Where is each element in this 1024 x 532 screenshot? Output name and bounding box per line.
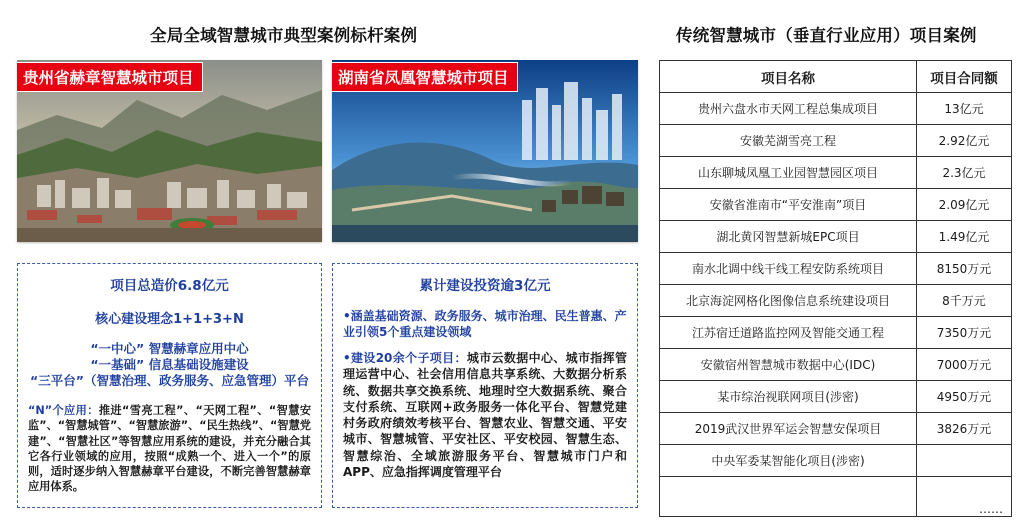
table-row xyxy=(660,157,1012,189)
contract-amount-cell: 8150万元 xyxy=(917,253,1012,285)
contract-amount-cell: 3826万元 xyxy=(917,413,1012,445)
project-name-cell: 湖北黄冈智慧新城EPC项目 xyxy=(660,221,917,253)
table-row xyxy=(660,285,1012,317)
project-name-cell: 中央军委某智能化项目(涉密) xyxy=(660,445,917,477)
guizhou-info-box xyxy=(17,263,322,508)
project-name-cell: 南水北调中线干线工程安防系统项目 xyxy=(660,253,917,285)
hunan-project-label: 湖南省凤凰智慧城市项目 xyxy=(332,62,518,92)
project-table xyxy=(659,60,1012,517)
guizhou-city-photo xyxy=(17,60,322,242)
project-name-cell: 安徽省淮南市“平安淮南”项目 xyxy=(660,189,917,221)
table-row xyxy=(660,221,1012,253)
table-header-row xyxy=(660,61,1012,93)
table-row xyxy=(660,253,1012,285)
table-row xyxy=(660,477,1012,517)
guizhou-total-cost: 项目总造价6.8亿元 xyxy=(110,278,229,294)
contract-amount-cell: 7000万元 xyxy=(917,349,1012,381)
project-name-cell: 安徽宿州智慧城市数据中心(IDC) xyxy=(660,349,917,381)
table-row xyxy=(660,317,1012,349)
header-contract-amount: 项目合同额 xyxy=(917,61,1012,93)
left-section-title: 全局全域智慧城市典型案例标杆案例 xyxy=(150,26,418,45)
hunan-city-photo xyxy=(332,60,638,242)
contract-amount-cell: 13亿元 xyxy=(917,93,1012,125)
table-body xyxy=(660,93,1012,517)
guizhou-n-applications xyxy=(28,403,311,495)
guizhou-core-concept: 核心建设理念1+1+3+N xyxy=(95,312,244,327)
table-row xyxy=(660,445,1012,477)
guizhou-project-label: 贵州省赫章智慧城市项目 xyxy=(17,62,203,92)
project-name-cell: 安徽芜湖雪亮工程 xyxy=(660,125,917,157)
contract-amount-cell: 2.09亿元 xyxy=(917,189,1012,221)
table-row xyxy=(660,381,1012,413)
contract-amount-cell: 1.49亿元 xyxy=(917,221,1012,253)
contract-amount-cell: 7350万元 xyxy=(917,317,1012,349)
contract-amount-cell xyxy=(917,445,1012,477)
guizhou-three-platforms: “三平台”（智慧治理、政务服务、应急管理）平台 xyxy=(30,373,309,388)
header-project-name: 项目名称 xyxy=(660,61,917,93)
guizhou-one-base: “一基础” 信息基础设施建设 xyxy=(90,357,249,372)
project-name-cell: 北京海淀网格化图像信息系统建设项目 xyxy=(660,285,917,317)
table-ellipsis: …… xyxy=(917,477,1012,517)
contract-amount-cell: 2.3亿元 xyxy=(917,157,1012,189)
hunan-investment: 累计建设投资逾3亿元 xyxy=(419,278,551,294)
project-name-cell: 2019武汉世界军运会智慧安保项目 xyxy=(660,413,917,445)
project-name-cell: 山东聊城凤凰工业园智慧园区项目 xyxy=(660,157,917,189)
hunan-subprojects xyxy=(343,350,627,480)
hunan-info-box xyxy=(332,263,638,508)
hunan-sub-text: 城市云数据中心、城市指挥管理运营中心、社会信用信息共享系统、大数据分析系统、数据共享交换系统、地理时空大数据系统、聚合支付系统、互联网+政务服务一体化平台、智慧党建村务政府绩效考核平台、智慧农业、智慧交通、平安城市、智慧城管、平安社区、平安校园、智慧生态、智慧综治、全域旅游服务平台、智慧城市门户和APP、应急指挥调度管理平台 xyxy=(343,351,627,480)
table-row xyxy=(660,189,1012,221)
project-name-cell: 贵州六盘水市天网工程总集成项目 xyxy=(660,93,917,125)
contract-amount-cell: 2.92亿元 xyxy=(917,125,1012,157)
table-row xyxy=(660,93,1012,125)
guizhou-n-lead: “N”个应用： xyxy=(28,404,99,417)
contract-amount-cell: 4950万元 xyxy=(917,381,1012,413)
table-row xyxy=(660,413,1012,445)
empty-cell xyxy=(660,477,917,517)
hunan-sub-lead: •建设20余个子项目： xyxy=(343,351,467,365)
project-name-cell: 某市综治视联网项目(涉密) xyxy=(660,381,917,413)
guizhou-n-text: 推进“雪亮工程”、“天网工程”、“智慧安监”、“智慧城管”、“智慧旅游”、“民生热线”、“智慧党建”、“智慧社区”等智慧应用系统的建设，并充分融合其它各行业领域的应用，按照“成熟一个、进入一个”的原则，适时逐步纳入智慧赫章平台建设，不断完善智慧赫章应用体系。 xyxy=(28,404,312,494)
guizhou-one-center: “一中心” 智慧赫章应用中心 xyxy=(90,341,249,356)
project-name-cell: 江苏宿迁道路监控网及智能交通工程 xyxy=(660,317,917,349)
table-row xyxy=(660,125,1012,157)
hunan-coverage: •涵盖基础资源、政务服务、城市治理、民生普惠、产业引领5个重点建设领域 xyxy=(343,309,627,339)
table-row xyxy=(660,349,1012,381)
right-section-title: 传统智慧城市（垂直行业应用）项目案例 xyxy=(676,26,977,45)
contract-amount-cell: 8千万元 xyxy=(917,285,1012,317)
